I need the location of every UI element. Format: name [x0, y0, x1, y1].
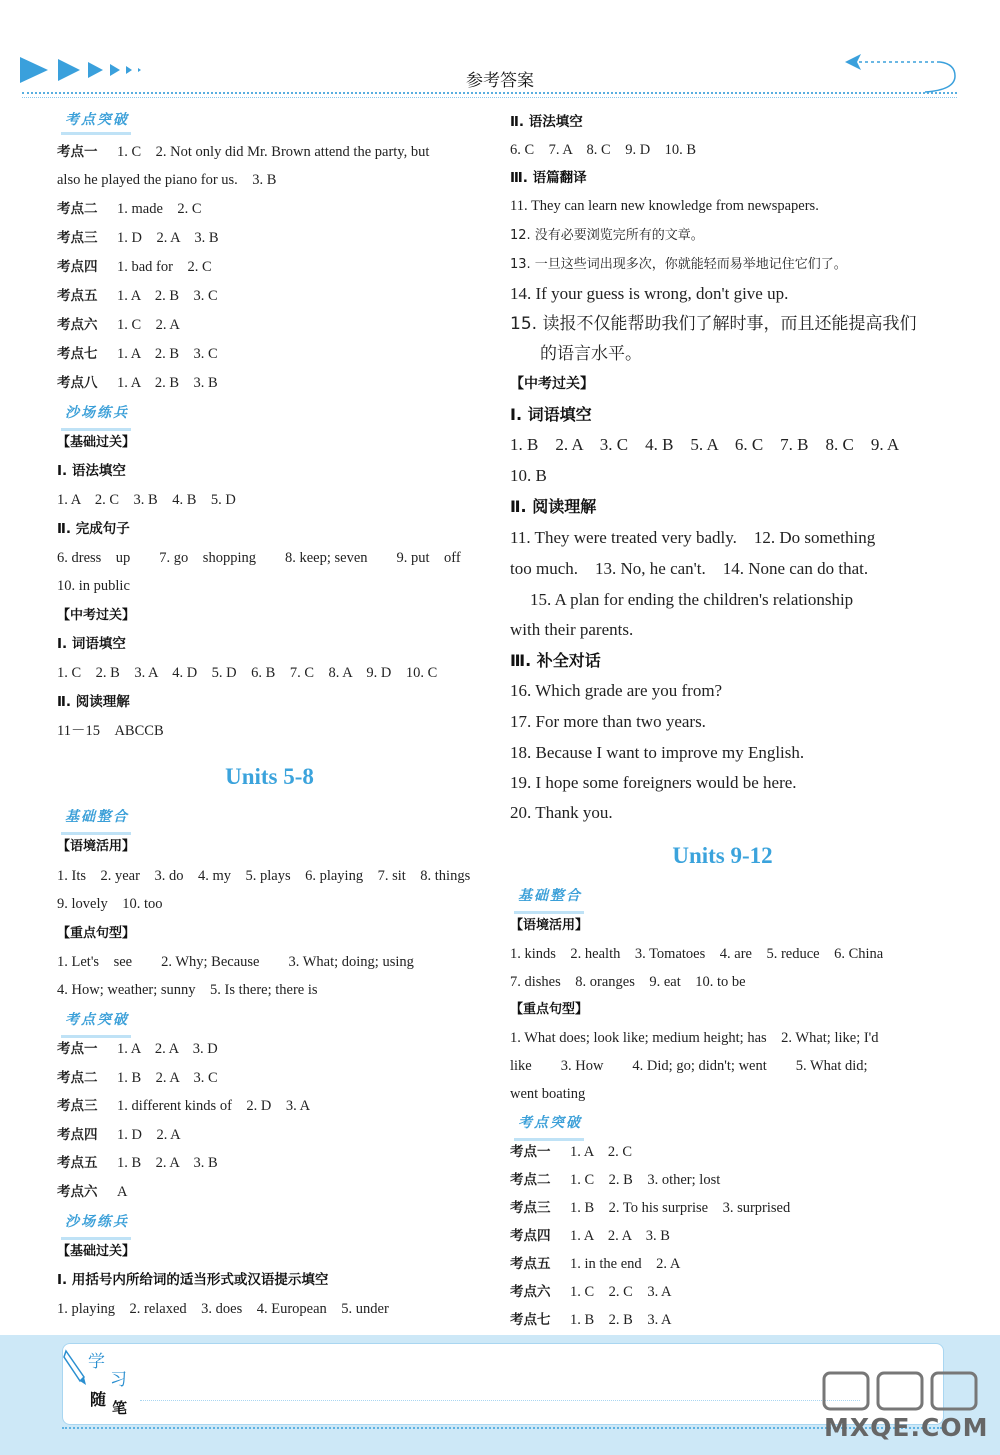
answer-line: 15. 读报不仅能帮助我们了解时事，而且还能提高我们	[510, 314, 917, 334]
answer-line: 17. For more than two years.	[510, 712, 706, 731]
kaodian-answer: 1. D 2. A	[117, 1127, 181, 1143]
kaodian-label: 考点六	[57, 317, 98, 333]
left-column	[57, 108, 482, 1324]
footer-label-sui: 随	[90, 1390, 107, 1409]
kaodian-answer: A	[117, 1184, 128, 1200]
answer-line: 1. C 2. B 3. A 4. D 5. D 6. B 7. C 8. A 9. D 10. C	[57, 665, 438, 681]
answer-line: 15. A plan for ending the children's relationship	[530, 590, 854, 609]
answer-line: 1. What does; look like; medium height; has 2. What; like; I'd	[510, 1030, 879, 1046]
page-footer	[0, 1335, 1000, 1455]
answer-line: 的语言水平。	[540, 344, 642, 364]
kaodian-answer: 1. different kinds of 2. D 3. A	[117, 1098, 311, 1114]
kaodian-answer: also he played the piano for us. 3. B	[57, 172, 277, 188]
kaodian-label: 考点六	[57, 1184, 98, 1200]
kaodian-label: 考点五	[510, 1256, 551, 1272]
answer-line: 11. They can learn new knowledge from newspapers.	[510, 198, 819, 214]
kaodian-answer: 1. A 2. B 3. C	[117, 346, 218, 362]
kaodian-answer: 1. A 2. A 3. D	[117, 1041, 218, 1057]
section-tag-kaodian: 考点突破	[61, 1005, 131, 1038]
section-tag-jichu-zhenghe: 基础整合	[514, 881, 584, 914]
subsection-heading: 【基础过关】	[57, 435, 136, 450]
section-tag-shachang: 沙场练兵	[61, 398, 131, 431]
question-heading: Ⅰ. 语法填空	[57, 463, 126, 479]
kaodian-answer: 1. bad for 2. C	[117, 259, 212, 275]
kaodian-answer: 1. A 2. B 3. C	[117, 288, 218, 304]
kaodian-label: 考点四	[57, 259, 98, 275]
kaodian-answer: 1. B 2. A 3. C	[117, 1070, 218, 1086]
question-heading: Ⅲ. 补全对话	[510, 651, 601, 670]
kaodian-answer: 1. C 2. B 3. other; lost	[570, 1172, 721, 1188]
unit-title: Units 5-8	[225, 764, 314, 789]
question-heading: Ⅰ. 词语填空	[57, 636, 126, 652]
subsection-heading: 【重点句型】	[57, 926, 136, 941]
kaodian-answer: 1. A 2. B 3. B	[117, 375, 218, 391]
answer-line: 1. B 2. A 3. C 4. B 5. A 6. C 7. B 8. C 9. A	[510, 435, 900, 454]
subsection-heading: 【中考过关】	[510, 376, 594, 392]
page-title: 参考答案	[466, 71, 534, 91]
subsection-heading: 【重点句型】	[510, 1002, 589, 1017]
page-header	[0, 0, 1000, 105]
kaodian-answer: 1. A 2. C	[570, 1144, 633, 1160]
section-tag-kaodian: 考点突破	[61, 108, 131, 135]
kaodian-answer: 1. C 2. C 3. A	[570, 1284, 672, 1300]
kaodian-label: 考点五	[57, 288, 98, 304]
answer-line: 12. 没有必要浏览完所有的文章。	[510, 228, 704, 243]
footer-label-xi: 习	[110, 1370, 127, 1390]
kaodian-answer: 1. B 2. A 3. B	[117, 1155, 218, 1171]
kaodian-label: 考点一	[510, 1144, 551, 1160]
kaodian-label: 考点三	[57, 230, 98, 246]
subsection-heading: 【基础过关】	[57, 1244, 136, 1259]
kaodian-answer: 1. C 2. Not only did Mr. Brown attend the party, but	[117, 144, 430, 160]
answer-line: 13. 一旦这些词出现多次，你就能轻而易举地记住它们了。	[510, 257, 847, 272]
kaodian-label: 考点七	[57, 346, 98, 362]
footer-label-xue: 学	[88, 1352, 105, 1372]
answer-line: 20. Thank you.	[510, 803, 613, 822]
notes-line	[140, 1400, 860, 1401]
kaodian-label: 考点二	[510, 1172, 551, 1188]
kaodian-label: 考点八	[57, 375, 98, 391]
answer-line: 18. Because I want to improve my English.	[510, 743, 805, 762]
notes-panel	[62, 1343, 944, 1425]
kaodian-answer: 1. in the end 2. A	[570, 1256, 681, 1272]
kaodian-label: 考点一	[57, 144, 98, 160]
section-tag-shachang: 沙场练兵	[61, 1207, 131, 1240]
kaodian-answer: 1. C 2. A	[117, 317, 180, 333]
kaodian-label: 考点四	[57, 1127, 98, 1143]
answer-line: like 3. How 4. Did; go; didn't; went 5. What did;	[510, 1058, 868, 1074]
kaodian-label: 考点二	[57, 201, 98, 217]
kaodian-answer: 1. B 2. B 3. A	[570, 1312, 672, 1328]
answer-line: too much. 13. No, he can't. 14. None can do that.	[510, 559, 869, 578]
kaodian-answer: 1. D 2. A 3. B	[117, 230, 219, 246]
subsection-heading: 【中考过关】	[57, 608, 136, 623]
kaodian-answer: 1. A 2. A 3. B	[570, 1228, 670, 1244]
kaodian-answer: 1. made 2. C	[117, 201, 202, 217]
answer-line: 10. in public	[57, 578, 130, 594]
header-divider	[22, 92, 957, 94]
answer-line: 1. kinds 2. health 3. Tomatoes 4. are 5. reduce 6. China	[510, 946, 884, 962]
answer-line: 1. playing 2. relaxed 3. does 4. European 5. under	[57, 1301, 389, 1317]
answer-line: 4. How; weather; sunny 5. Is there; there is	[57, 982, 318, 998]
kaodian-label: 考点四	[510, 1228, 551, 1244]
answer-line: 1. Its 2. year 3. do 4. my 5. plays 6. playing 7. sit 8. things	[57, 868, 471, 884]
answer-line: 11－15 ABCCB	[57, 723, 164, 739]
section-tag-kaodian: 考点突破	[514, 1108, 584, 1141]
answer-line: 1. Let's see 2. Why; Because 3. What; doing; using	[57, 954, 414, 970]
unit-title: Units 9-12	[672, 843, 773, 868]
kaodian-label: 考点七	[510, 1312, 551, 1328]
footer-label-bi: 笔	[112, 1399, 128, 1417]
header-arrow-decoration	[845, 50, 957, 94]
kaodian-label: 考点三	[510, 1200, 551, 1216]
kaodian-label: 考点二	[57, 1070, 98, 1086]
question-heading: Ⅲ. 语篇翻译	[510, 170, 587, 186]
kaodian-label: 考点六	[510, 1284, 551, 1300]
watermark-logo	[820, 1367, 990, 1449]
answer-line: 6. dress up 7. go shopping 8. keep; seven 9. put off	[57, 550, 461, 566]
kaodian-answer: 1. B 2. To his surprise 3. surprised	[570, 1200, 791, 1216]
subsection-heading: 【语境活用】	[57, 839, 136, 854]
section-tag-jichu-zhenghe: 基础整合	[61, 802, 131, 835]
subsection-heading: 【语境活用】	[510, 918, 589, 933]
watermark-text: MXQE.COM	[824, 1413, 989, 1442]
answer-line: with their parents.	[510, 620, 634, 639]
question-heading: Ⅱ. 语法填空	[510, 114, 583, 130]
answer-line: 16. Which grade are you from?	[510, 681, 723, 700]
kaodian-label: 考点五	[57, 1155, 98, 1171]
answer-line: went boating	[510, 1086, 586, 1102]
kaodian-label: 考点一	[57, 1041, 98, 1057]
kaodian-label: 考点三	[57, 1098, 98, 1114]
answer-line: 10. B	[510, 466, 547, 485]
answer-line: 19. I hope some foreigners would be here.	[510, 773, 797, 792]
right-column	[510, 108, 935, 1334]
answer-line: 7. dishes 8. oranges 9. eat 10. to be	[510, 974, 746, 990]
footer-divider	[62, 1427, 942, 1429]
answer-line: 11. They were treated very badly. 12. Do something	[510, 528, 876, 547]
question-heading: Ⅱ. 完成句子	[57, 521, 130, 537]
answer-line: 14. If your guess is wrong, don't give up.	[510, 284, 789, 303]
question-heading: Ⅱ. 阅读理解	[510, 497, 597, 516]
answer-line: 6. C 7. A 8. C 9. D 10. B	[510, 142, 697, 158]
question-heading: Ⅱ. 阅读理解	[57, 694, 130, 710]
question-heading: Ⅰ. 用括号内所给词的适当形式或汉语提示填空	[57, 1272, 329, 1288]
header-divider-thin	[22, 97, 957, 98]
question-heading: Ⅰ. 词语填空	[510, 405, 592, 424]
answer-line: 1. A 2. C 3. B 4. B 5. D	[57, 492, 236, 508]
answer-line: 9. lovely 10. too	[57, 896, 163, 912]
